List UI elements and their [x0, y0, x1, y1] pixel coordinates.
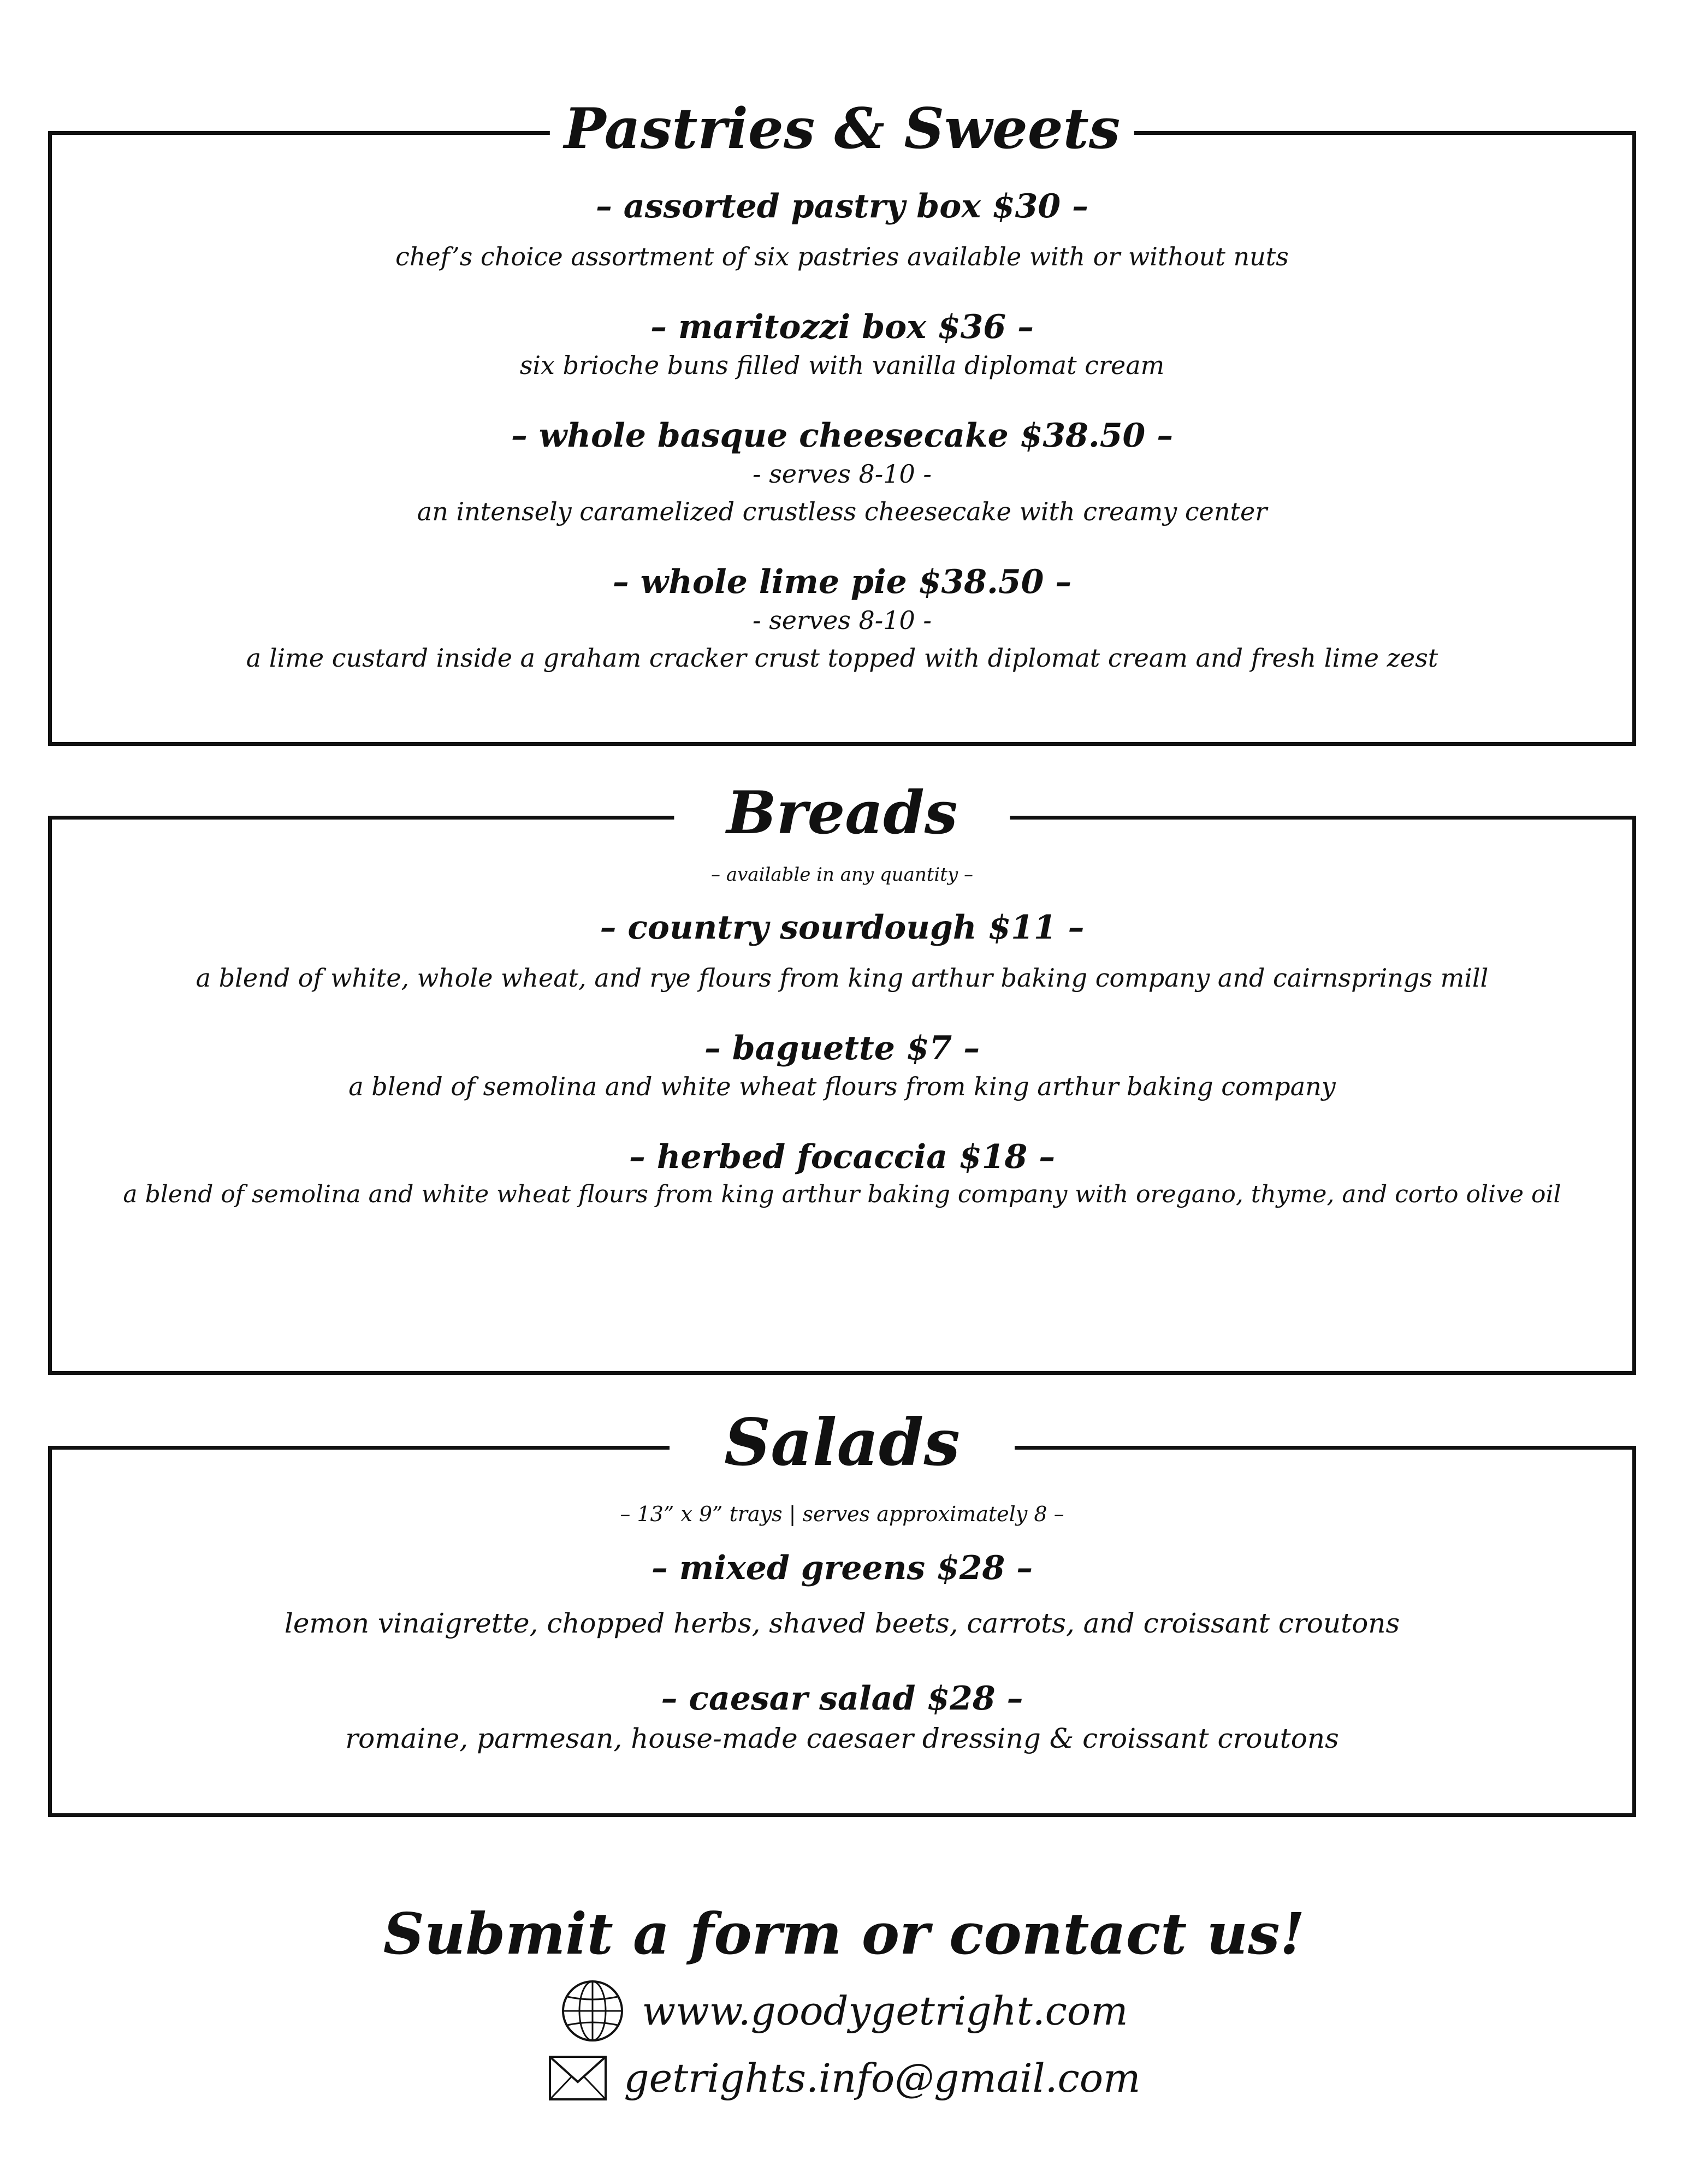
email-row[interactable] [0, 2054, 1688, 2103]
menu-item [52, 562, 1632, 677]
breads-note: – available in any quantity – [711, 864, 973, 886]
salads-items [52, 1500, 1632, 1759]
menu-item [52, 1548, 1632, 1644]
menu-item [52, 1137, 1632, 1213]
email-link[interactable]: getrights.info@gmail.com [624, 2055, 1141, 2101]
item-name: – whole basque cheesecake $38.50 – [511, 417, 1174, 455]
menu-item [52, 1679, 1632, 1759]
globe-icon [560, 1978, 625, 2044]
item-desc: a blend of semolina and white wheat flours from king arthur baking company with oregano, thyme, and corto olive oil [123, 1180, 1561, 1208]
pastries-section [48, 96, 1636, 746]
menu-item [52, 187, 1632, 276]
menu-item [52, 307, 1632, 384]
item-name: – mixed greens $28 – [651, 1549, 1033, 1588]
menu-item [52, 416, 1632, 531]
pastries-title: Pastries & Sweets [550, 101, 1134, 157]
website-link[interactable]: www.goodygetright.com [642, 1987, 1128, 2034]
item-name: – maritozzi box $36 – [650, 308, 1034, 346]
item-desc: romaine, parmesan, house-made caesaer dressing & croissant croutons [345, 1723, 1339, 1755]
item-desc: a blend of white, whole wheat, and rye flours from king arthur baking company and cairnsprings mill [196, 963, 1489, 993]
item-desc: a lime custard inside a graham cracker crust topped with diplomat cream and fresh lime zest [246, 643, 1438, 673]
menu-item [52, 908, 1632, 997]
item-desc: an intensely caramelized crustless cheesecake with creamy center [417, 497, 1268, 526]
item-desc: six brioche buns filled with vanilla diplomat cream [519, 351, 1165, 380]
salads-title: Salads [670, 1410, 1015, 1475]
breads-items [52, 862, 1632, 1213]
pastries-items [52, 187, 1632, 677]
breads-section [48, 779, 1636, 1375]
contact-footer [0, 1900, 1688, 2103]
item-name: – caesar salad $28 – [661, 1679, 1023, 1718]
item-serves: - serves 8-10 - [753, 606, 932, 635]
item-name: – whole lime pie $38.50 – [612, 563, 1072, 601]
breads-title: Breads [674, 784, 1010, 842]
item-name: – country sourdough $11 – [600, 908, 1085, 947]
footer-title: Submit a form or contact us! [383, 1900, 1305, 1967]
item-name: – baguette $7 – [704, 1029, 980, 1067]
item-desc: a blend of semolina and white wheat flours from king arthur baking company [348, 1071, 1336, 1101]
item-desc: lemon vinaigrette, chopped herbs, shaved beets, carrots, and croissant croutons [284, 1607, 1400, 1640]
salads-section [48, 1404, 1636, 1817]
menu-item [52, 1029, 1632, 1106]
salads-note: – 13” x 9” trays | serves approximately 8 – [620, 1502, 1064, 1526]
website-row[interactable] [0, 1978, 1688, 2044]
item-serves: - serves 8-10 - [753, 459, 932, 489]
item-name: – assorted pastry box $30 – [595, 187, 1089, 225]
envelope-icon [548, 2054, 608, 2103]
item-name: – herbed focaccia $18 – [629, 1137, 1056, 1176]
item-desc: chef’s choice assortment of six pastries available with or without nuts [395, 242, 1289, 271]
